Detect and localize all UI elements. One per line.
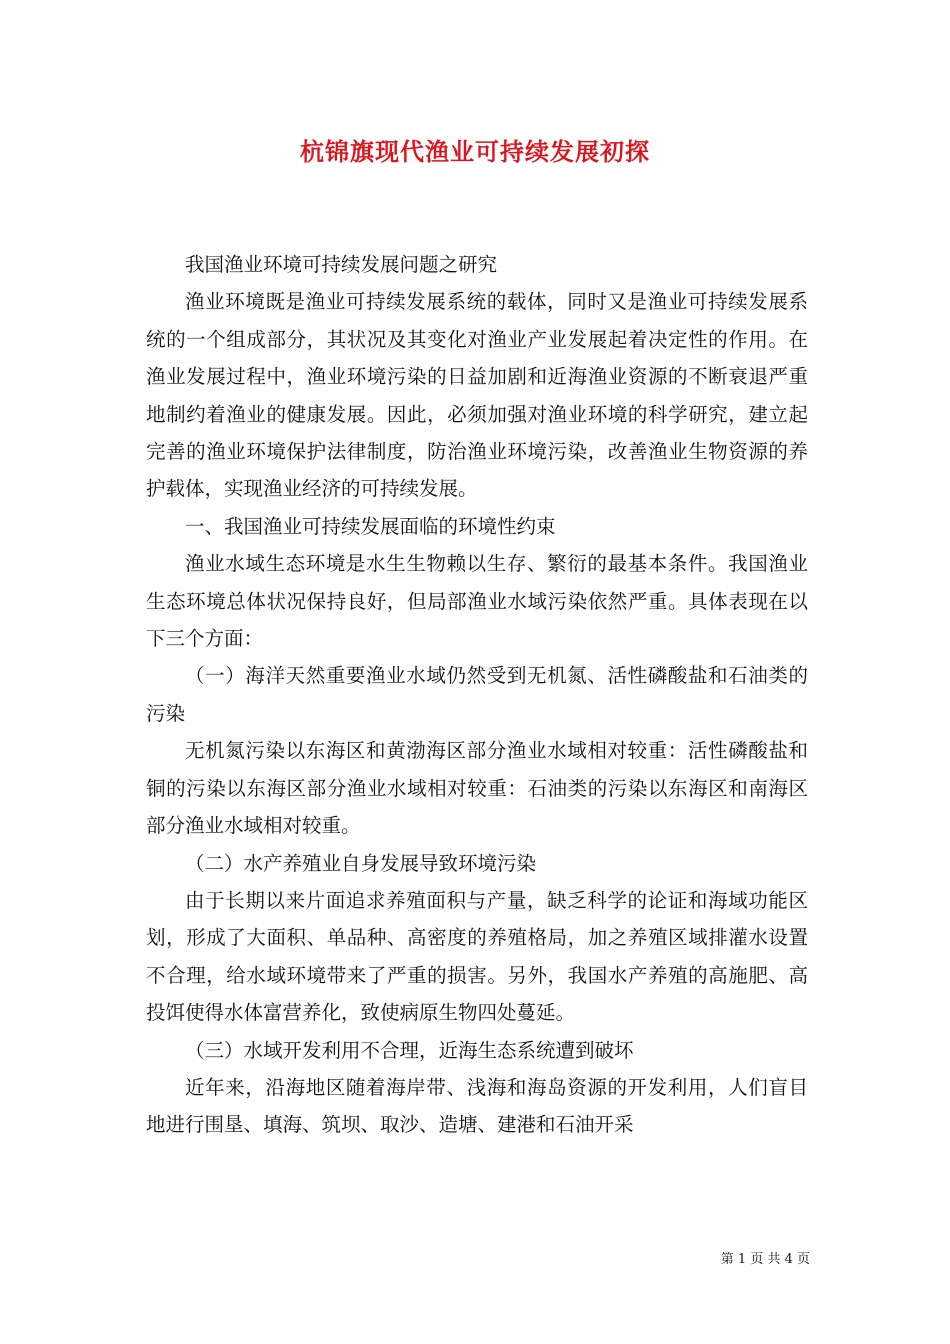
paragraph: （二）水产养殖业自身发展导致环境污染: [185, 851, 537, 875]
paragraph: 无机氮污染以东海区和黄渤海区部分渔业水域相对较重：活性磷酸盐和铜的污染以东海区部分渔业水域相对较重：石油类的污染以东海区和南海区部分渔业水域相对较重。: [146, 739, 808, 838]
paragraph: 渔业环境既是渔业可持续发展系统的载体，同时又是渔业可持续发展系统的一个组成部分，其状况及其变化对渔业产业发展起着决定性的作用。在渔业发展过程中，渔业环境污染的日益加剧和近海渔业资源的不断衰退严重地制约着渔业的健康发展。因此，必须加强对渔业环境的科学研究，建立起完善的渔业环境保护法律制度，防治渔业环境污染，改善渔业生物资源的养护载体，实现渔业经济的可持续发展。: [146, 290, 808, 501]
paragraph: （三）水域开发利用不合理，近海生态系统遭到破坏: [185, 1038, 634, 1062]
paragraph: 由于长期以来片面追求养殖面积与产量，缺乏科学的论证和海域功能区划，形成了大面积、单品种、高密度的养殖格局，加之养殖区域排灌水设置不合理，给水域环境带来了严重的损害。另外，我国水产养殖的高施肥、高投饵使得水体富营养化，致使病原生物四处蔓延。: [146, 888, 808, 1025]
paragraph: 一、我国渔业可持续发展面临的环境性约束: [185, 514, 556, 538]
document-title: 杭锦旗现代渔业可持续发展初探: [300, 137, 650, 166]
paragraph: 近年来，沿海地区随着海岸带、浅海和海岛资源的开发利用，人们盲目地进行围垦、填海、筑坝、取沙、造塘、建港和石油开采: [146, 1075, 808, 1137]
page-number-footer: 第 1 页 共 4 页: [720, 1252, 810, 1267]
paragraph: （一）海洋天然重要渔业水域仍然受到无机氮、活性磷酸盐和石油类的污染: [146, 664, 808, 725]
paragraph: 渔业水域生态环境是水生生物赖以生存、繁衍的最基本条件。我国渔业生态环境总体状况保持良好，但局部渔业水域污染依然严重。具体表现在以下三个方面：: [146, 552, 808, 651]
paragraph: 我国渔业环境可持续发展问题之研究: [185, 253, 498, 276]
document-body: [146, 246, 808, 1144]
